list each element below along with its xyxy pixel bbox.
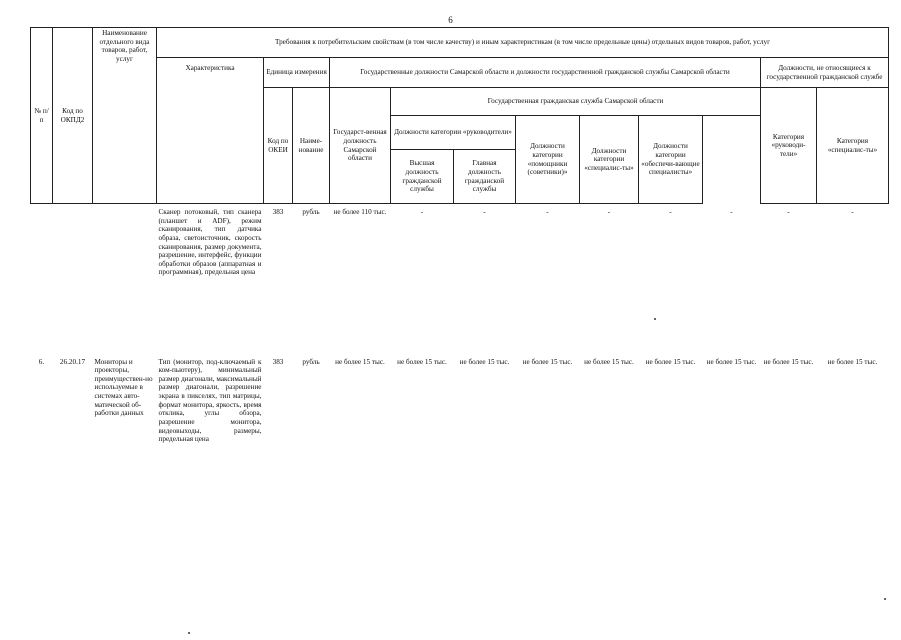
table-header (31, 28, 889, 204)
row-characteristic: Сканер потоковый, тип сканера (планшет и ADF), режим сканирования, тип датчика образа, светоисточник, скорость сканирования, размер документа, разрешение, интерфейс, функции обработки образов (аппаратная и программная), предельная цена (158, 208, 262, 277)
row-value: - (546, 208, 549, 216)
row-value: - (420, 208, 424, 216)
header-unit-code: Код по ОКЕИ (264, 88, 293, 204)
row-value: не более 15 тыс. (584, 357, 634, 366)
row-characteristic: Тип (монитор, под-ключаемый к ком-пьютеру), минимальный размер диагонали, максимальный размер диагонали, разрешение экрана в пикселях, тип матрицы, формат монитора, яркость, время отклика, углы обзора, разрешение монитора, видеовыходы, размеры, предельная цена (158, 357, 262, 444)
header-civil-service: Государственная гражданская служба Самарской области (391, 88, 761, 116)
header-leaders: Должности категории «руководители» (391, 116, 516, 150)
row-value: - (730, 207, 733, 216)
header-support: Должности категории «обеспечи-вающие специалисты» (639, 116, 703, 204)
table-row (31, 204, 889, 354)
row-num: 6. (38, 357, 45, 366)
row-value: не более 15 тыс. (645, 357, 696, 366)
row-code (53, 204, 93, 354)
row-value: не более 15 тыс. (827, 357, 878, 366)
row-value: не более 15 тыс. (459, 357, 510, 366)
row-value: - (607, 208, 611, 216)
row-num (31, 204, 53, 354)
row-code: 26.20.17 (59, 357, 86, 366)
scan-speck (188, 632, 190, 634)
header-name: Наименование отдельного вида товаров, работ, услуг (93, 28, 157, 204)
row-value: не более 15 тыс. (763, 357, 814, 366)
row-value: не более 15 тыс. (522, 357, 573, 366)
row-value: не более 110 тыс. (333, 208, 387, 216)
row-value: не более 15 тыс. (335, 357, 385, 366)
row-name (93, 204, 157, 354)
row-value: - (787, 208, 790, 216)
header-cat-leaders: Категория «руководи-тели» (761, 88, 817, 204)
header-characteristic: Характеристика (157, 58, 264, 204)
header-num: № п/п (31, 28, 53, 204)
page-number: 6 (448, 15, 453, 25)
header-assistants: Должности категории «помощники (советники)» (516, 116, 580, 204)
row-unit: рубль (302, 357, 320, 366)
header-specialists: Должности категории «специалис-ты» (580, 116, 639, 204)
header-state-positions: Государственные должности Самарской области и должности государственной гражданской службы Самарской области (330, 58, 761, 88)
requirements-table (30, 27, 889, 504)
header-okpd: Код по ОКПД2 (53, 28, 93, 204)
row-value: - (483, 208, 486, 216)
row-value: - (851, 208, 854, 216)
header-unit: Единица измерения (264, 58, 330, 88)
header-requirements: Требования к потребительским свойствам (в том числе качеству) и иным характеристикам (в том числе предельные цены) отдельных видов товаров, работ, услуг (157, 28, 889, 58)
scan-speck (654, 318, 656, 320)
row-unit: рубль (302, 208, 320, 216)
table-row (31, 354, 889, 504)
header-unit-name: Наиме-нование (293, 88, 330, 204)
row-okei: 383 (272, 208, 284, 216)
row-value: не более 15 тыс. (397, 357, 447, 366)
row-value: не более 15 тыс. (706, 357, 757, 366)
header-cat-specialists: Категория «специалис-ты» (817, 88, 889, 204)
header-state-position: Государст-венная должность Самарской области (330, 88, 391, 204)
header-main: Главная должность гражданской службы (454, 150, 516, 204)
header-non-civil: Должности, не относящиеся к государственной гражданской службе (761, 58, 889, 88)
scan-speck (884, 598, 886, 600)
table-body (31, 204, 889, 504)
row-value: - (669, 208, 672, 216)
header-highest: Высшая должность гражданской службы (391, 150, 454, 204)
row-name: Мониторы и проекторы, преимуществен-но используемые в системах авто-матической об-работки данных (94, 357, 153, 418)
row-okei: 383 (272, 357, 284, 366)
